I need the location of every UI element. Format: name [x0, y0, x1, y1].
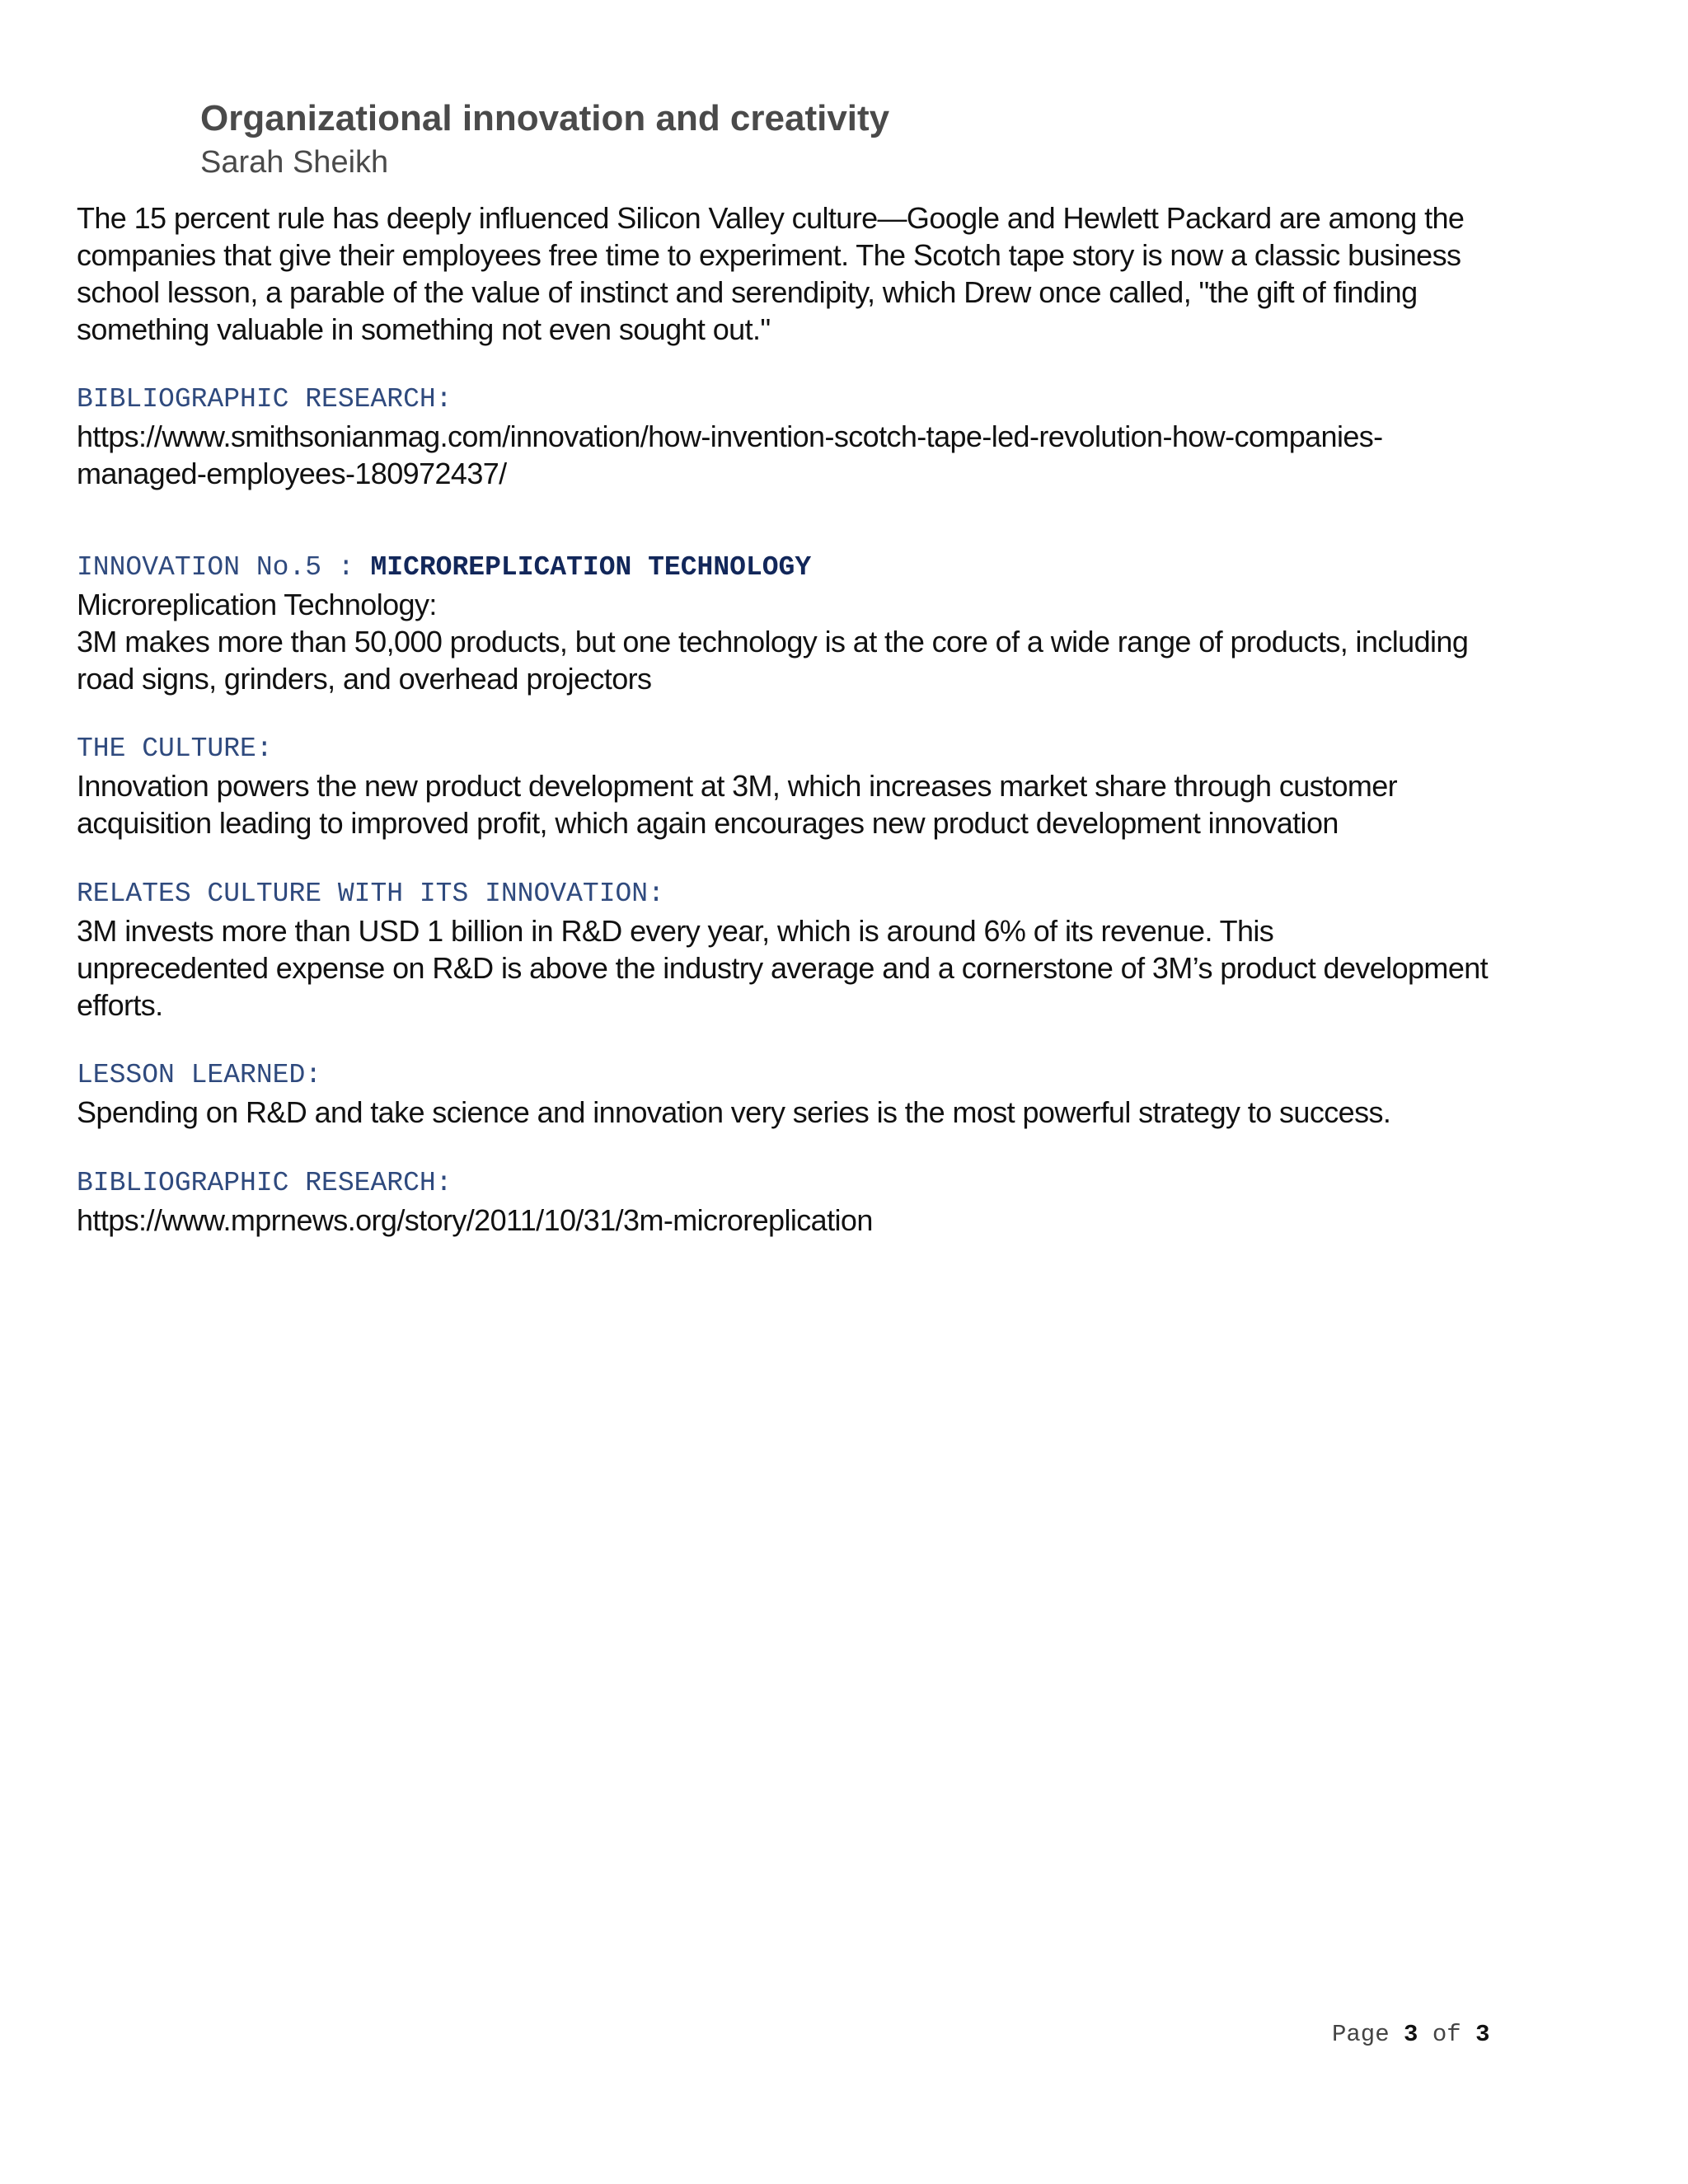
- lesson-section: [77, 1057, 1610, 1131]
- page-label: Page: [1332, 2021, 1390, 2048]
- culture-line: acquisition leading to improved profit, which again encourages new product development innovation: [77, 806, 1339, 840]
- innovation-line: Microreplication Technology:: [77, 588, 437, 621]
- intro-line: something valuable in something not even sought out.": [77, 312, 771, 346]
- relates-line: unprecedented expense on R&D is above the industry average and a cornerstone of 3M’s product development: [77, 951, 1489, 985]
- bibliography-section-2: [77, 1165, 1610, 1239]
- intro-paragraph: [77, 199, 1610, 348]
- culture-section: [77, 731, 1610, 841]
- relates-line: efforts.: [77, 988, 163, 1022]
- lesson-heading: LESSON LEARNED:: [77, 1060, 322, 1090]
- page-number: [1332, 2021, 1489, 2048]
- innovation-heading-name: MICROREPLICATION TECHNOLOGY: [370, 552, 812, 583]
- culture-line: Innovation powers the new product development at 3M, which increases market share through customer: [77, 769, 1398, 803]
- bibliography-heading: BIBLIOGRAPHIC RESEARCH:: [77, 384, 452, 415]
- relates-section: [77, 876, 1610, 1024]
- bibliography-link-line[interactable]: managed-employees-180972437/: [77, 457, 507, 490]
- of-label: of: [1432, 2021, 1461, 2048]
- innovation-heading-prefix: INNOVATION No.5 :: [77, 552, 354, 583]
- document-author: Sarah Sheikh: [200, 145, 389, 180]
- innovation-section: [77, 550, 1610, 697]
- relates-heading: RELATES CULTURE WITH ITS INNOVATION:: [77, 879, 664, 909]
- bibliography-heading: BIBLIOGRAPHIC RESEARCH:: [77, 1168, 452, 1198]
- bibliography-section-1: [77, 382, 1610, 492]
- intro-line: companies that give their employees free time to experiment. The Scotch tape story is now a classic business: [77, 238, 1461, 272]
- document-title: Organizational innovation and creativity: [200, 98, 890, 138]
- intro-line: The 15 percent rule has deeply influenced Silicon Valley culture—Google and Hewlett Packard are among the: [77, 201, 1465, 235]
- culture-heading: THE CULTURE:: [77, 733, 273, 764]
- page-total: 3: [1475, 2021, 1490, 2048]
- bibliography-link-line[interactable]: https://www.mprnews.org/story/2011/10/31/3m-microreplication: [77, 1203, 873, 1237]
- bibliography-link-line[interactable]: https://www.smithsonianmag.com/innovation/how-invention-scotch-tape-led-revolution-how-companies-: [77, 419, 1383, 453]
- page-current: 3: [1404, 2021, 1418, 2048]
- intro-line: school lesson, a parable of the value of instinct and serendipity, which Drew once called, "the gift of finding: [77, 275, 1418, 309]
- innovation-heading: [77, 550, 1610, 586]
- lesson-line: Spending on R&D and take science and innovation very series is the most powerful strategy to success.: [77, 1095, 1391, 1129]
- innovation-line: road signs, grinders, and overhead projectors: [77, 662, 652, 696]
- innovation-line: 3M makes more than 50,000 products, but one technology is at the core of a wide range of products, including: [77, 625, 1469, 658]
- relates-line: 3M invests more than USD 1 billion in R&D every year, which is around 6% of its revenue. This: [77, 914, 1274, 948]
- document-header: [200, 96, 1519, 183]
